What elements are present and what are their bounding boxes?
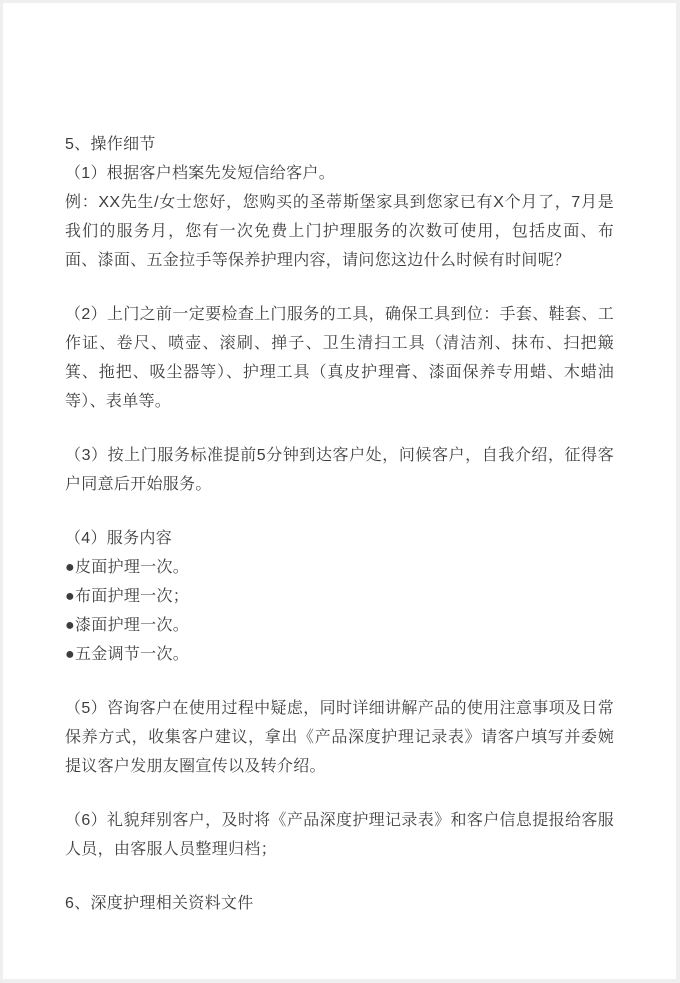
item-5-paragraph: （5）咨询客户在使用过程中疑虑，同时详细讲解产品的使用注意事项及日常保养方式，收集客户建议，拿出《产品深度护理记录表》请客户填写并委婉提议客户发朋友圈宣传以及转介绍。 — [65, 700, 614, 775]
item-1-text: （1）根据客户档案先发短信给客户。 — [65, 165, 335, 182]
item-2-paragraph: （2）上门之前一定要检查上门服务的工具，确保工具到位：手套、鞋套、工作证、卷尺、喷壶、滚刷、掸子、卫生清扫工具（清洁剂、抹布、扫把簸箕、拖把、吸尘器等）、护理工具（真皮护理膏、漆面保养专用蜡、木蜡油等）、表单等。 — [65, 306, 614, 410]
service-bullet-fabric: ●布面护理一次； — [65, 588, 190, 605]
item-6-paragraph: （6）礼貌拜别客户，及时将《产品深度护理记录表》和客户信息提报给客服人员，由客服人员整理归档； — [65, 812, 614, 858]
item-1-example-paragraph: 例：XX先生/女士您好，您购买的圣蒂斯堡家具到您家已有X个月了，7月是我们的服务月，您有一次免费上门护理服务的次数可使用，包括皮面、布面、漆面、五金拉手等保养护理内容，请问您这边什么时候有时间呢？ — [65, 194, 614, 269]
section-5-heading: 5、操作细节 — [65, 136, 156, 153]
item-3-paragraph: （3）按上门服务标准提前5分钟到达客户处，问候客户，自我介绍，征得客户同意后开始服务。 — [65, 447, 614, 493]
item-4-heading: （4）服务内容 — [65, 530, 172, 547]
service-bullet-leather: ●皮面护理一次。 — [65, 559, 190, 576]
section-6-heading: 6、深度护理相关资料文件 — [65, 895, 254, 912]
document-page — [3, 3, 676, 979]
service-bullet-lacquer: ●漆面护理一次。 — [65, 617, 190, 634]
service-bullet-hardware: ●五金调节一次。 — [65, 646, 190, 663]
